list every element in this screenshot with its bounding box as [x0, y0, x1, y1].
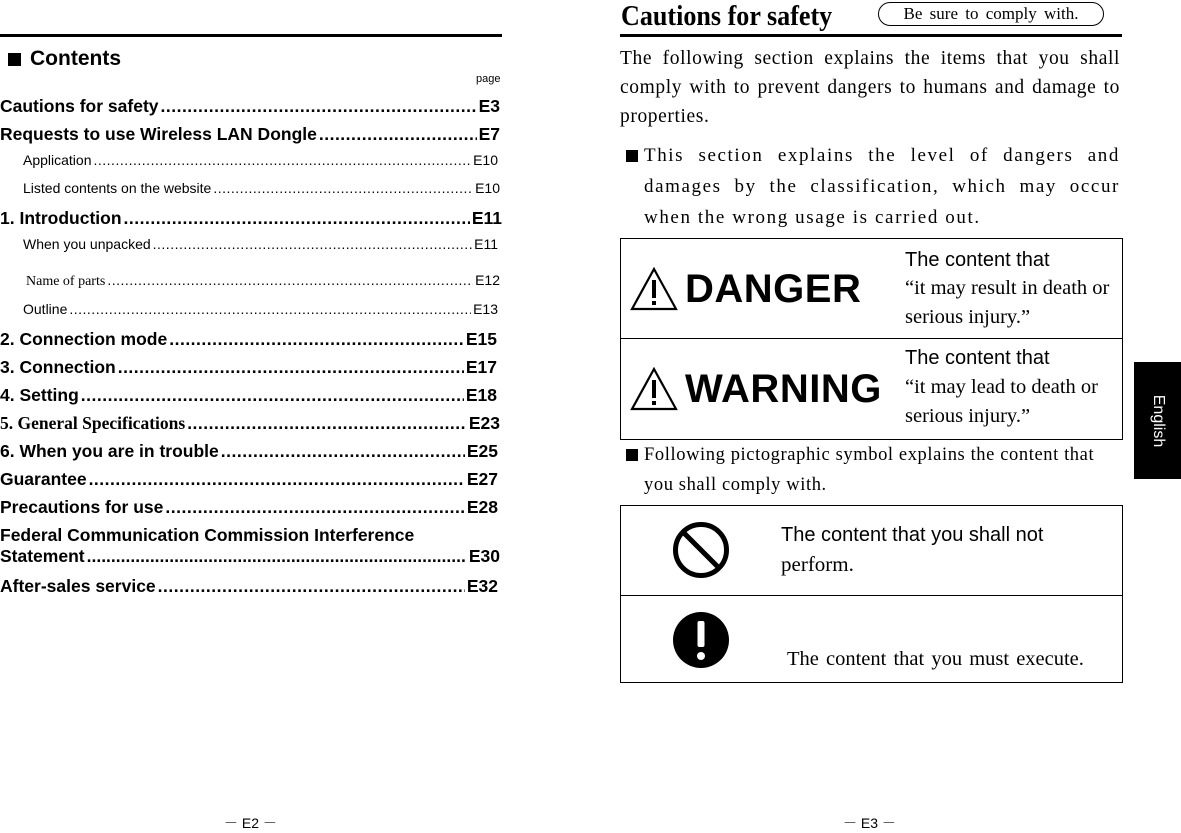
page-column-label: page — [476, 73, 501, 85]
toc-entry-outline[interactable]: Outline ..... E13 — [23, 301, 498, 317]
square-bullet-icon — [626, 449, 638, 461]
toc-entry-requests[interactable]: Requests to use Wireless LAN Dongle ..... E7 — [0, 124, 500, 145]
warning-desc: “it may lead to death or serious injury.” — [905, 376, 1098, 427]
level-explanation: This section explains the level of dangers and damages by the classification, which may occur when the wrong usage is carried out. — [644, 145, 1120, 228]
toc-entry-connection-mode[interactable]: 2. Connection mode ..... E15 — [0, 329, 497, 350]
contents-heading — [8, 47, 121, 71]
warning-triangle-icon — [630, 367, 678, 411]
toc-entry-unpacked[interactable]: When you unpacked ..... E11 — [23, 236, 498, 252]
danger-desc: “it may result in death or serious injury.” — [905, 277, 1110, 328]
page-number-left: － E2 － — [224, 815, 277, 831]
toc-entry-website[interactable]: Listed contents on the website ..... E10 — [23, 180, 500, 196]
toc-entry-after-sales[interactable]: After-sales service ..... E32 — [0, 576, 498, 597]
toc-entry-name-of-parts[interactable]: Name of parts ..... E12 — [26, 272, 500, 290]
contents-top-rule — [0, 34, 502, 37]
warning-row — [621, 339, 1122, 439]
contents-title: Contents — [30, 47, 121, 70]
page-title: Cautions for safety — [621, 0, 833, 32]
toc-entry-trouble[interactable]: 6. When you are in trouble ..... E25 — [0, 441, 498, 462]
pictograph-explanation: Following pictographic symbol explains the content that you shall comply with. — [644, 445, 1095, 495]
comply-badge: Be sure to comply with. — [878, 2, 1104, 26]
intro-paragraph: The following section explains the items that you shall comply with to prevent dangers to humans and damage to properties. — [620, 48, 1120, 127]
prohibition-row — [621, 506, 1122, 596]
signal-word-table — [620, 238, 1123, 440]
mandatory-row — [621, 596, 1122, 684]
toc-entry-fcc[interactable]: Federal Communication Commission Interference Statement ..... E30 — [0, 525, 502, 567]
square-bullet-icon — [626, 150, 638, 162]
page-number-right: － E3 － — [843, 815, 896, 831]
toc-entry-connection[interactable]: 3. Connection ..... E17 — [0, 357, 497, 378]
language-tab[interactable] — [1134, 362, 1181, 479]
square-bullet-icon — [8, 53, 21, 66]
toc-entry-specifications[interactable]: 5. General Specifications ..... E23 — [0, 413, 500, 434]
danger-desc-line1: The content that — [905, 249, 1050, 271]
danger-label: DANGER — [685, 267, 862, 311]
toc-entry-cautions[interactable]: Cautions for safety ..... E3 — [0, 96, 500, 117]
toc-entry-setting[interactable]: 4. Setting ..... E18 — [0, 385, 497, 406]
pictograph-table — [620, 505, 1123, 683]
mandatory-icon — [672, 611, 730, 669]
warning-triangle-icon — [630, 267, 678, 311]
toc-entry-application[interactable]: Application ..... E10 — [23, 152, 498, 168]
language-tab-label: English — [1149, 394, 1167, 447]
danger-row — [621, 239, 1122, 339]
toc-entry-introduction[interactable]: 1. Introduction ..... E11 — [0, 208, 502, 229]
toc-entry-guarantee[interactable]: Guarantee ..... E27 — [0, 469, 498, 490]
prohibition-icon — [672, 521, 730, 579]
warning-desc-line1: The content that — [905, 347, 1050, 369]
warning-label: WARNING — [685, 367, 882, 411]
mandatory-text: The content that you must execute. — [787, 648, 1084, 670]
prohibition-text-line1: The content that you shall not — [781, 524, 1044, 546]
title-rule — [620, 34, 1122, 37]
prohibition-text-line2: perform. — [781, 552, 854, 576]
toc-entry-precautions[interactable]: Precautions for use ..... E28 — [0, 497, 498, 518]
